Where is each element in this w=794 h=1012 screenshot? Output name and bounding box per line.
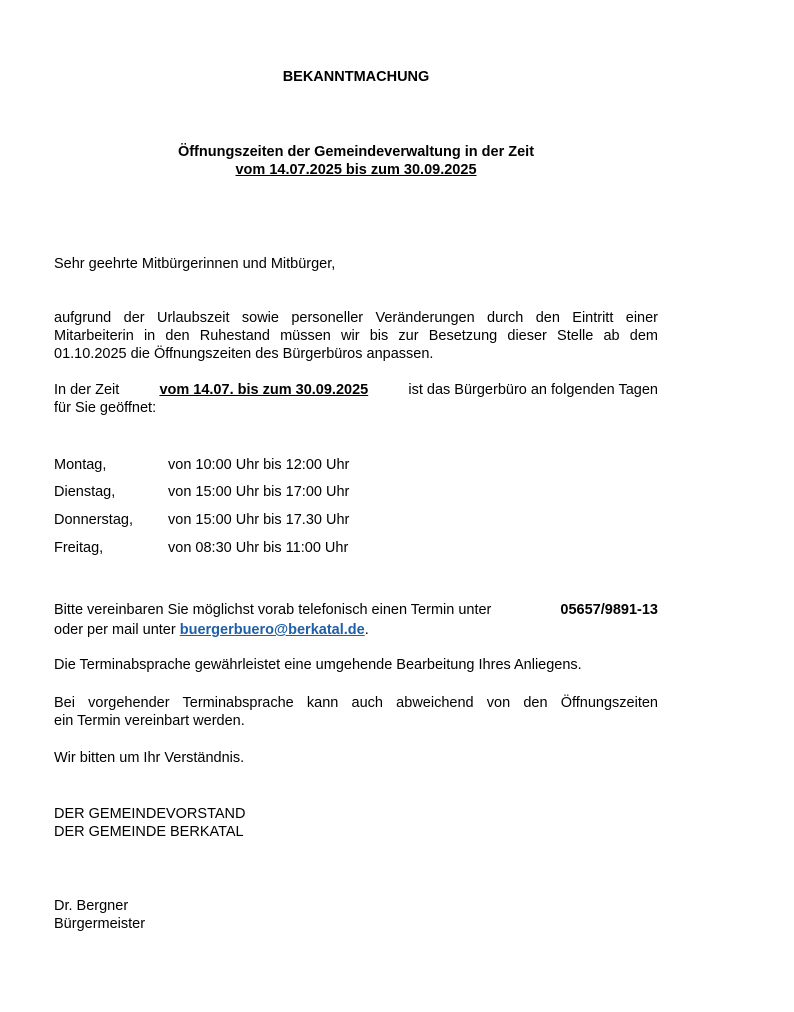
signatory-name: Dr. Bergner [54, 898, 129, 914]
paragraph-4: Die Terminabsprache gewährleistet eine umgehende Bearbeitung Ihres Anliegens. [54, 657, 582, 673]
schedule-time: von 15:00 Uhr bis 17.30 Uhr [168, 512, 350, 528]
signature-line-2: DER GEMEINDE BERKATAL [54, 824, 244, 840]
signatory-role: Bürgermeister [54, 916, 146, 932]
subtitle-line-2: vom 14.07.2025 bis zum 30.09.2025 [235, 162, 477, 178]
document-title: BEKANNTMACHUNG [282, 69, 430, 85]
schedule-day: Donnerstag, [54, 512, 133, 528]
paragraph-2-prefix: In der Zeit [54, 382, 120, 398]
paragraph-3-line-1 [54, 601, 658, 619]
schedule-time: von 08:30 Uhr bis 11:00 Uhr [168, 540, 349, 556]
schedule-day: Dienstag, [54, 484, 116, 500]
paragraph-3-line-2 [54, 621, 658, 639]
greeting: Sehr geehrte Mitbürgerinnen und Mitbürger, [54, 256, 336, 272]
paragraph-1-line-3: 01.10.2025 die Öffnungszeiten des Bürgerbüros anpassen. [54, 346, 434, 362]
phone-number: 05657/9891-13 [560, 602, 658, 618]
paragraph-1-line-1: aufgrund der Urlaubszeit sowie personeller Veränderungen durch den Eintritt einer [54, 310, 658, 326]
paragraph-5-line-1: Bei vorgehender Terminabsprache kann auch abweichend von den Öffnungszeiten [54, 695, 658, 711]
subtitle-line-2-wrapper [0, 161, 712, 179]
schedule-time: von 10:00 Uhr bis 12:00 Uhr [168, 457, 350, 473]
paragraph-1-line-2: Mitarbeiterin in den Ruhestand müssen wir bis zur Besetzung dieser Stelle ab dem [54, 328, 658, 344]
schedule-day: Freitag, [54, 540, 104, 556]
paragraph-6: Wir bitten um Ihr Verständnis. [54, 750, 245, 766]
email-link[interactable]: buergerbuero@berkatal.de [179, 622, 365, 638]
signature-line-1: DER GEMEINDEVORSTAND [54, 806, 246, 822]
paragraph-2-suffix: ist das Bürgerbüro an folgenden Tagen [408, 382, 658, 398]
paragraph-3-mail-prefix: oder per mail unter [54, 622, 176, 638]
paragraph-3-text: Bitte vereinbaren Sie möglichst vorab telefonisch einen Termin unter [54, 602, 492, 618]
paragraph-3-period: . [364, 622, 369, 638]
paragraph-2-period: vom 14.07. bis zum 30.09.2025 [159, 382, 369, 398]
paragraph-2-line-1 [54, 381, 658, 399]
paragraph-5-line-2: ein Termin vereinbart werden. [54, 713, 245, 729]
paragraph-2-line-2: für Sie geöffnet: [54, 400, 157, 416]
subtitle-line-1: Öffnungszeiten der Gemeindeverwaltung in der Zeit [177, 144, 535, 160]
schedule-day: Montag, [54, 457, 107, 473]
schedule-time: von 15:00 Uhr bis 17:00 Uhr [168, 484, 350, 500]
